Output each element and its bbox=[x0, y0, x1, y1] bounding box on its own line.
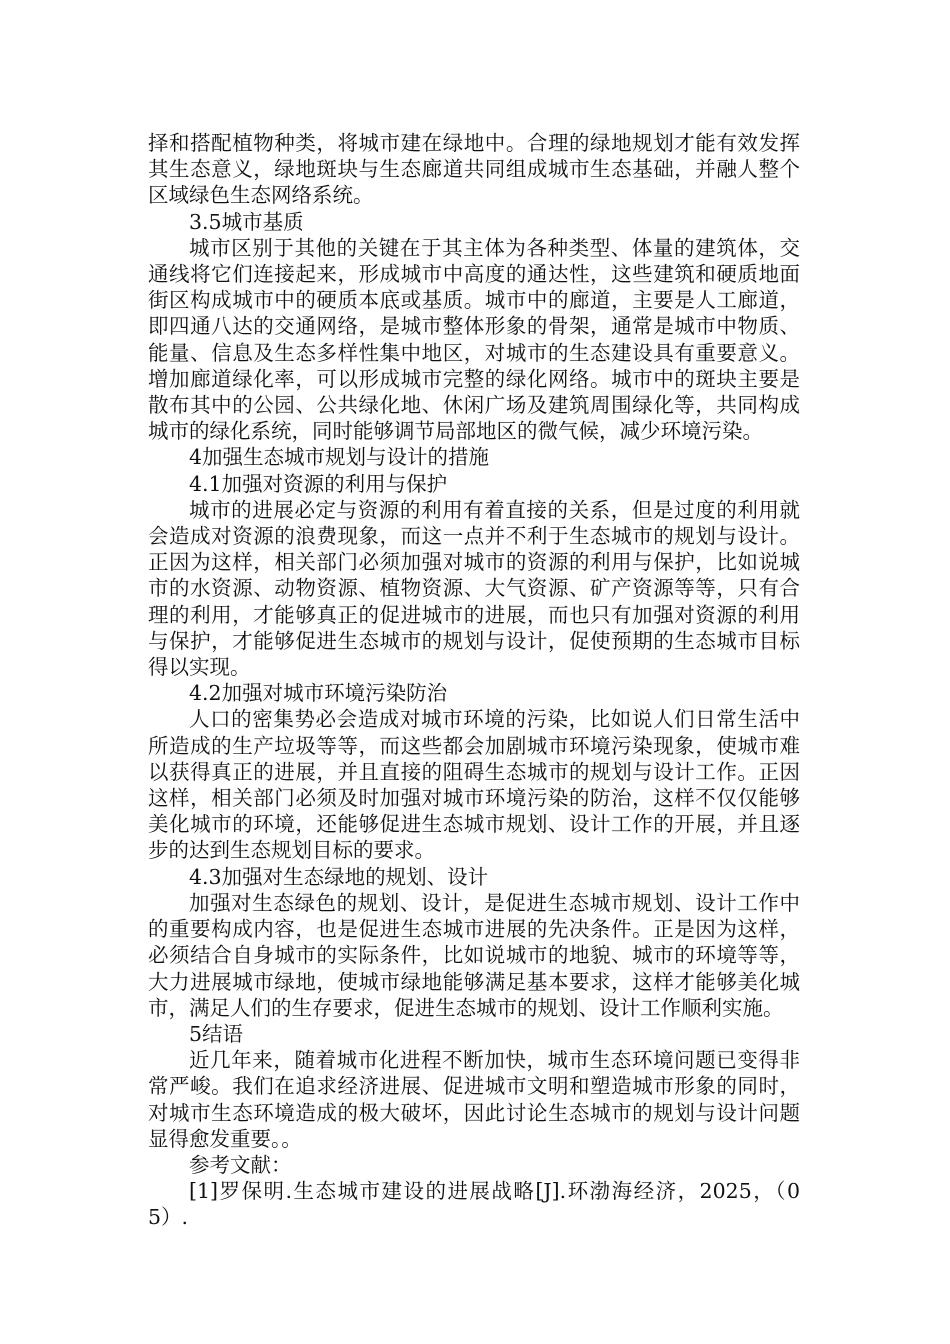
document-page bbox=[148, 130, 800, 1231]
paragraph-greenland-continued: 择和搭配植物种类，将城市建在绿地中。合理的绿地规划才能有效发挥其生态意义，绿地斑块与生态廊道共同组成城市生态基础，并融人整个区域绿色生态网络系统。 bbox=[148, 131, 800, 208]
heading-references: 参考文献： bbox=[189, 1152, 292, 1177]
heading-3-5-urban-matrix: 3.5城市基质 bbox=[189, 209, 304, 234]
heading-5-conclusion: 5结语 bbox=[189, 1021, 244, 1046]
paragraph-conclusion: 近几年来，随着城市化进程不断加快，城市生态环境问题已变得非常严峻。我们在追求经济进展、促进城市文明和塑造城市形象的同时，对城市生态环境造成的极大破坏，因此讨论生态城市的规划与设计问题显得愈发重要。。 bbox=[148, 1048, 800, 1151]
heading-4-3-green-space: 4.3加强对生态绿地的规划、设计 bbox=[189, 864, 489, 889]
reference-item: [1]罗保明.生态城市建设的进展战略[J].环渤海经济，2025，（05）. bbox=[148, 1179, 800, 1230]
heading-4-measures: 4加强生态城市规划与设计的措施 bbox=[189, 445, 490, 470]
paragraph-urban-matrix: 城市区别于其他的关键在于其主体为各种类型、体量的建筑体，交通线将它们连接起来，形成城市中高度的通达性，这些建筑和硬质地面街区构成城市中的硬质本底或基质。城市中的廊道，主要是人工廊道，即四通八达的交通网络，是城市整体形象的骨架，通常是城市中物质、能量、信息及生态多样性集中地区，对城市的生态建设具有重要意义。增加廊道绿化率，可以形成城市完整的绿化网络。城市中的斑块主要是散布其中的公园、公共绿化地、休闲广场及建筑周围绿化等，共同构成城市的绿化系统，同时能够调节局部地区的微气候，减少环境污染。 bbox=[148, 235, 800, 444]
paragraph-resources: 城市的进展必定与资源的利用有着直接的关系，但是过度的利用就会造成对资源的浪费现象，而这一点并不利于生态城市的规划与设计。正因为这样，相关部门必须加强对城市的资源的利用与保护，比如说城市的水资源、动物资源、植物资源、大气资源、矿产资源等等，只有合理的利用，才能够真正的促进城市的进展，而也只有加强对资源的利用与保护，才能够促进生态城市的规划与设计，促使预期的生态城市目标得以实现。 bbox=[148, 497, 800, 680]
heading-4-1-resources: 4.1加强对资源的利用与保护 bbox=[189, 471, 448, 496]
heading-4-2-pollution: 4.2加强对城市环境污染防治 bbox=[189, 681, 448, 706]
paragraph-green-space: 加强对生态绿色的规划、设计，是促进生态城市规划、设计工作中的重要构成内容，也是促进生态城市进展的先决条件。正是因为这样，必须结合自身城市的实际条件，比如说城市的地貌、城市的环境等等，大力进展城市绿地，使城市绿地能够满足基本要求，这样才能够美化城市，满足人们的生存要求，促进生态城市的规划、设计工作顺利实施。 bbox=[148, 890, 800, 1020]
paragraph-pollution: 人口的密集势必会造成对城市环境的污染，比如说人们日常生活中所造成的生产垃圾等等，而这些都会加剧城市环境污染现象，使城市难以获得真正的进展，并且直接的阻碍生态城市的规划与设计工作。正因这样，相关部门必须及时加强对城市环境污染的防治，这样不仅仅能够美化城市的环境，还能够促进生态城市规划、设计工作的开展，并且逐步的达到生态规划目标的要求。 bbox=[148, 707, 800, 863]
